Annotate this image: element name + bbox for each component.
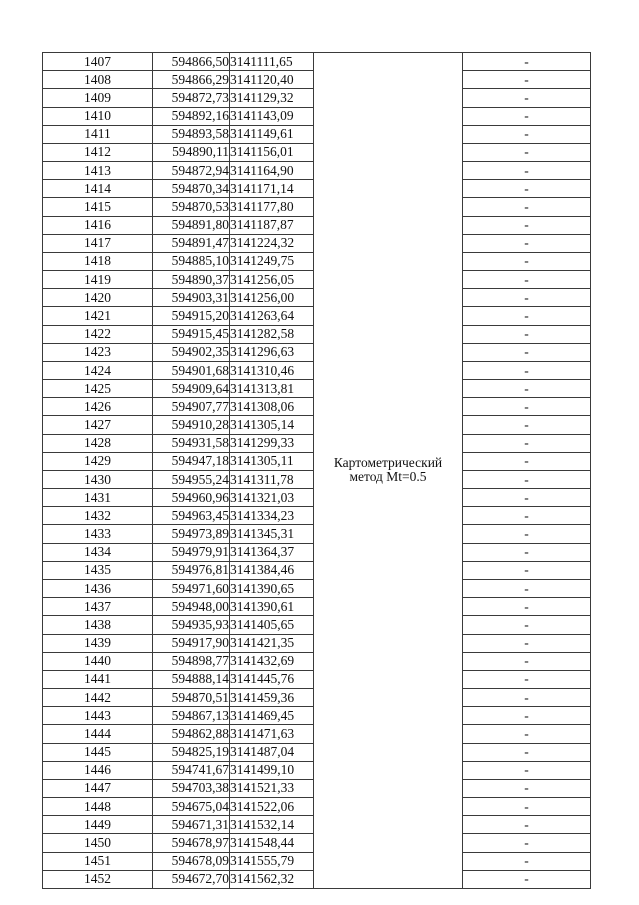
point-number: 1408	[43, 71, 153, 89]
coord-x: 594870,53	[153, 198, 230, 216]
accuracy-mark: -	[463, 689, 591, 707]
accuracy-mark: -	[463, 343, 591, 361]
coord-x: 594741,67	[153, 761, 230, 779]
coord-x: 594931,58	[153, 434, 230, 452]
coord-x: 594910,28	[153, 416, 230, 434]
coord-y: 3141149,61	[230, 125, 314, 143]
coord-x: 594885,10	[153, 252, 230, 270]
accuracy-mark: -	[463, 525, 591, 543]
point-number: 1421	[43, 307, 153, 325]
table-row	[43, 53, 591, 71]
coord-x: 594892,16	[153, 107, 230, 125]
point-number: 1413	[43, 162, 153, 180]
coord-x: 594891,80	[153, 216, 230, 234]
accuracy-mark: -	[463, 870, 591, 888]
point-number: 1442	[43, 689, 153, 707]
accuracy-mark: -	[463, 543, 591, 561]
accuracy-mark: -	[463, 53, 591, 71]
point-number: 1424	[43, 361, 153, 379]
point-number: 1423	[43, 343, 153, 361]
accuracy-mark: -	[463, 234, 591, 252]
point-number: 1431	[43, 489, 153, 507]
point-number: 1409	[43, 89, 153, 107]
point-number: 1415	[43, 198, 153, 216]
point-number: 1420	[43, 289, 153, 307]
coord-y: 3141334,23	[230, 507, 314, 525]
point-number: 1427	[43, 416, 153, 434]
coord-y: 3141555,79	[230, 852, 314, 870]
accuracy-mark: -	[463, 616, 591, 634]
accuracy-mark: -	[463, 107, 591, 125]
point-number: 1417	[43, 234, 153, 252]
accuracy-mark: -	[463, 779, 591, 797]
coord-x: 594915,45	[153, 325, 230, 343]
coord-y: 3141459,36	[230, 689, 314, 707]
point-number: 1444	[43, 725, 153, 743]
accuracy-mark: -	[463, 416, 591, 434]
coord-x: 594902,35	[153, 343, 230, 361]
point-number: 1418	[43, 252, 153, 270]
point-number: 1448	[43, 798, 153, 816]
coord-y: 3141487,04	[230, 743, 314, 761]
point-number: 1434	[43, 543, 153, 561]
point-number: 1443	[43, 707, 153, 725]
coord-x: 594671,31	[153, 816, 230, 834]
coord-x: 594870,34	[153, 180, 230, 198]
coord-x: 594703,38	[153, 779, 230, 797]
coord-x: 594909,64	[153, 380, 230, 398]
method-cell	[314, 53, 463, 889]
accuracy-mark: -	[463, 307, 591, 325]
coord-y: 3141249,75	[230, 252, 314, 270]
coord-y: 3141305,14	[230, 416, 314, 434]
coord-x: 594907,77	[153, 398, 230, 416]
coord-y: 3141532,14	[230, 816, 314, 834]
accuracy-mark: -	[463, 634, 591, 652]
coord-x: 594890,11	[153, 143, 230, 161]
accuracy-mark: -	[463, 216, 591, 234]
coord-y: 3141562,32	[230, 870, 314, 888]
coord-y: 3141164,90	[230, 162, 314, 180]
accuracy-mark: -	[463, 143, 591, 161]
method-line-2: метод Mt=0.5	[349, 469, 427, 485]
coord-x: 594935,93	[153, 616, 230, 634]
coord-x: 594948,00	[153, 598, 230, 616]
coord-y: 3141364,37	[230, 543, 314, 561]
coord-x: 594675,04	[153, 798, 230, 816]
coord-y: 3141390,61	[230, 598, 314, 616]
point-number: 1429	[43, 452, 153, 470]
point-number: 1446	[43, 761, 153, 779]
coord-y: 3141522,06	[230, 798, 314, 816]
coord-y: 3141308,06	[230, 398, 314, 416]
accuracy-mark: -	[463, 89, 591, 107]
coord-x: 594872,73	[153, 89, 230, 107]
accuracy-mark: -	[463, 125, 591, 143]
accuracy-mark: -	[463, 198, 591, 216]
coord-x: 594678,09	[153, 852, 230, 870]
point-number: 1447	[43, 779, 153, 797]
point-number: 1436	[43, 579, 153, 597]
coord-y: 3141296,63	[230, 343, 314, 361]
accuracy-mark: -	[463, 162, 591, 180]
coord-x: 594872,94	[153, 162, 230, 180]
coord-x: 594898,77	[153, 652, 230, 670]
point-number: 1441	[43, 670, 153, 688]
accuracy-mark: -	[463, 579, 591, 597]
accuracy-mark: -	[463, 561, 591, 579]
coordinates-table	[42, 52, 591, 889]
accuracy-mark: -	[463, 725, 591, 743]
accuracy-mark: -	[463, 271, 591, 289]
accuracy-mark: -	[463, 325, 591, 343]
accuracy-mark: -	[463, 361, 591, 379]
point-number: 1439	[43, 634, 153, 652]
accuracy-mark: -	[463, 761, 591, 779]
coord-y: 3141432,69	[230, 652, 314, 670]
accuracy-mark: -	[463, 507, 591, 525]
coord-x: 594963,45	[153, 507, 230, 525]
point-number: 1445	[43, 743, 153, 761]
coord-x: 594825,19	[153, 743, 230, 761]
coord-y: 3141305,11	[230, 452, 314, 470]
point-number: 1426	[43, 398, 153, 416]
coord-y: 3141521,33	[230, 779, 314, 797]
coord-x: 594915,20	[153, 307, 230, 325]
coord-x: 594903,31	[153, 289, 230, 307]
coord-x: 594960,96	[153, 489, 230, 507]
coord-y: 3141187,87	[230, 216, 314, 234]
point-number: 1432	[43, 507, 153, 525]
point-number: 1440	[43, 652, 153, 670]
coord-x: 594888,14	[153, 670, 230, 688]
accuracy-mark: -	[463, 652, 591, 670]
coord-x: 594891,47	[153, 234, 230, 252]
point-number: 1411	[43, 125, 153, 143]
accuracy-mark: -	[463, 289, 591, 307]
coord-y: 3141310,46	[230, 361, 314, 379]
coord-y: 3141129,32	[230, 89, 314, 107]
coord-y: 3141171,14	[230, 180, 314, 198]
accuracy-mark: -	[463, 380, 591, 398]
coord-y: 3141282,58	[230, 325, 314, 343]
coord-y: 3141471,63	[230, 725, 314, 743]
coord-x: 594955,24	[153, 470, 230, 488]
accuracy-mark: -	[463, 707, 591, 725]
accuracy-mark: -	[463, 434, 591, 452]
coord-y: 3141421,35	[230, 634, 314, 652]
accuracy-mark: -	[463, 489, 591, 507]
coordinates-table-body	[43, 53, 591, 889]
coord-y: 3141345,31	[230, 525, 314, 543]
point-number: 1433	[43, 525, 153, 543]
coord-y: 3141445,76	[230, 670, 314, 688]
point-number: 1410	[43, 107, 153, 125]
point-number: 1425	[43, 380, 153, 398]
accuracy-mark: -	[463, 598, 591, 616]
coord-y: 3141469,45	[230, 707, 314, 725]
coord-x: 594866,50	[153, 53, 230, 71]
coord-x: 594867,13	[153, 707, 230, 725]
coord-x: 594672,70	[153, 870, 230, 888]
point-number: 1428	[43, 434, 153, 452]
coord-y: 3141548,44	[230, 834, 314, 852]
point-number: 1407	[43, 53, 153, 71]
coord-x: 594678,97	[153, 834, 230, 852]
point-number: 1412	[43, 143, 153, 161]
accuracy-mark: -	[463, 852, 591, 870]
coord-y: 3141143,09	[230, 107, 314, 125]
coord-y: 3141299,33	[230, 434, 314, 452]
coord-x: 594917,90	[153, 634, 230, 652]
point-number: 1438	[43, 616, 153, 634]
coord-y: 3141256,05	[230, 271, 314, 289]
accuracy-mark: -	[463, 670, 591, 688]
accuracy-mark: -	[463, 470, 591, 488]
coord-x: 594901,68	[153, 361, 230, 379]
coord-x: 594976,81	[153, 561, 230, 579]
accuracy-mark: -	[463, 834, 591, 852]
point-number: 1451	[43, 852, 153, 870]
coord-x: 594971,60	[153, 579, 230, 597]
point-number: 1414	[43, 180, 153, 198]
coord-y: 3141256,00	[230, 289, 314, 307]
accuracy-mark: -	[463, 252, 591, 270]
point-number: 1449	[43, 816, 153, 834]
point-number: 1419	[43, 271, 153, 289]
coord-y: 3141499,10	[230, 761, 314, 779]
coord-x: 594979,91	[153, 543, 230, 561]
coord-y: 3141384,46	[230, 561, 314, 579]
coord-x: 594947,18	[153, 452, 230, 470]
point-number: 1452	[43, 870, 153, 888]
accuracy-mark: -	[463, 180, 591, 198]
accuracy-mark: -	[463, 452, 591, 470]
point-number: 1430	[43, 470, 153, 488]
coord-y: 3141390,65	[230, 579, 314, 597]
coord-y: 3141263,64	[230, 307, 314, 325]
point-number: 1437	[43, 598, 153, 616]
accuracy-mark: -	[463, 743, 591, 761]
coord-y: 3141224,32	[230, 234, 314, 252]
point-number: 1435	[43, 561, 153, 579]
coord-x: 594866,29	[153, 71, 230, 89]
accuracy-mark: -	[463, 798, 591, 816]
coord-x: 594893,58	[153, 125, 230, 143]
coord-x: 594862,88	[153, 725, 230, 743]
coord-y: 3141321,03	[230, 489, 314, 507]
coord-y: 3141313,81	[230, 380, 314, 398]
method-line-1: Картометрический	[333, 455, 443, 471]
accuracy-mark: -	[463, 71, 591, 89]
coord-x: 594890,37	[153, 271, 230, 289]
coord-y: 3141405,65	[230, 616, 314, 634]
accuracy-mark: -	[463, 816, 591, 834]
coord-y: 3141111,65	[230, 53, 314, 71]
coord-x: 594973,89	[153, 525, 230, 543]
point-number: 1416	[43, 216, 153, 234]
coord-x: 594870,51	[153, 689, 230, 707]
point-number: 1422	[43, 325, 153, 343]
coord-y: 3141120,40	[230, 71, 314, 89]
point-number: 1450	[43, 834, 153, 852]
coord-y: 3141156,01	[230, 143, 314, 161]
coord-y: 3141311,78	[230, 470, 314, 488]
accuracy-mark: -	[463, 398, 591, 416]
coord-y: 3141177,80	[230, 198, 314, 216]
